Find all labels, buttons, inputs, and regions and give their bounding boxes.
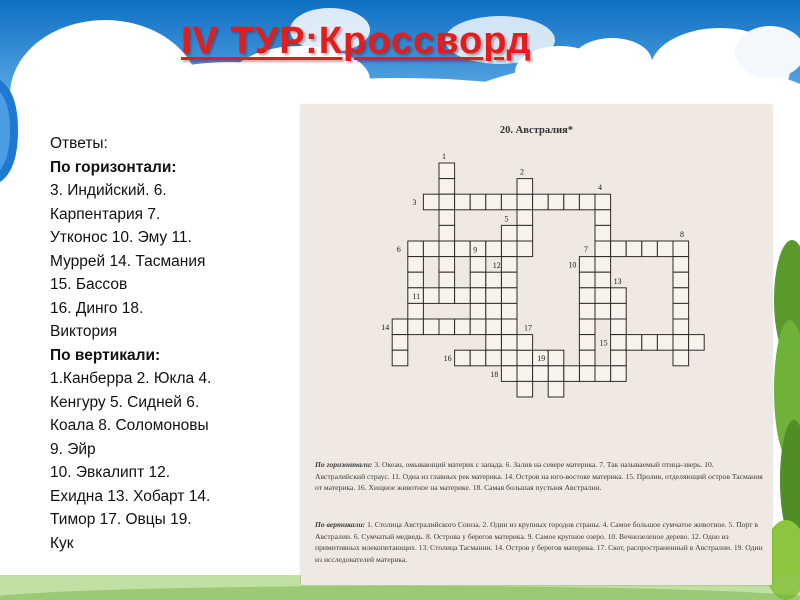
crossword-number: 7 (584, 245, 588, 254)
horizontal-clues (315, 459, 763, 494)
crossword-number: 10 (568, 260, 577, 270)
crossword-cell (642, 241, 658, 257)
crossword-cell (673, 288, 689, 304)
answer-line: 15. Бассов (50, 276, 128, 293)
crossword-cell (517, 225, 533, 241)
crossword-number: 9 (473, 245, 478, 255)
crossword-cell (470, 288, 486, 304)
crossword-cell (486, 335, 502, 351)
crossword-cell (517, 210, 533, 226)
crossword-grid (301, 105, 772, 585)
crossword-cell (673, 319, 689, 335)
crossword-cell (439, 210, 455, 226)
crossword-cell (455, 319, 471, 335)
slide-title: IV ТУР:Кроссворд (181, 20, 532, 62)
crossword-cell (392, 335, 408, 351)
crossword-cell (611, 350, 627, 366)
crossword-cell (486, 194, 502, 210)
crossword-cell (595, 366, 611, 382)
crossword-cell (689, 335, 705, 351)
answer-line: Утконос 10. Эму 11. (50, 229, 192, 246)
answer-line: 9. Эйр (50, 440, 96, 458)
crossword-cell (439, 225, 455, 241)
crossword-cell (595, 225, 611, 241)
crossword-cell (439, 319, 455, 335)
crossword-cell (548, 194, 564, 210)
answers-panel (50, 132, 285, 555)
crossword-cell (611, 335, 627, 351)
crossword-number: 4 (598, 183, 602, 193)
crossword-cell (439, 288, 455, 304)
crossword-cell (595, 241, 611, 257)
crossword-cell (501, 225, 517, 241)
crossword-number: 6 (396, 245, 401, 254)
answer-line: Ехидна 13. Хобарт 14. (50, 487, 211, 505)
crossword-number: 15 (599, 338, 608, 348)
crossword-cell (517, 381, 533, 397)
crossword-cell (611, 366, 627, 382)
horizontal-clues-text: 3. Океан, омывающий материк с запада. 6. Залив на севере материка. 7. Так называемый птица-зверь. 10. Австралийский страус. 11. Одна из главных рек материка. 14. Остров на юго-востоке материка. 15. Пролив, отделяющий остров Тасмания от материка. 16. Хищное животное на материке. 18. Самая большая пустыня Австралии. (315, 460, 763, 493)
crossword-cell (564, 194, 580, 210)
crossword-cell (579, 319, 595, 335)
crossword-number: 17 (524, 323, 532, 333)
crossword-cell (657, 241, 673, 257)
crossword-cell (439, 163, 455, 179)
crossword-cell (657, 335, 673, 351)
answer-line: Виктория (50, 323, 118, 340)
crossword-cell (501, 335, 517, 351)
crossword-cell (423, 194, 439, 210)
crossword-cell (455, 350, 471, 366)
crossword-cell (455, 194, 471, 210)
crossword-cell (548, 381, 564, 397)
crossword-cell (517, 241, 533, 257)
crossword-cell (501, 350, 517, 366)
crossword-cell (611, 288, 627, 304)
crossword-number: 18 (490, 369, 499, 379)
crossword-cell (486, 241, 502, 257)
crossword-cell (626, 335, 642, 351)
crossword-number: 5 (504, 214, 509, 224)
crossword-cell (439, 241, 455, 257)
crossword-cell (423, 288, 439, 304)
crossword-cell (579, 272, 595, 288)
answer-line: Тимор 17. Овцы 19. (50, 511, 192, 528)
crossword-cell (408, 241, 424, 257)
vertical-clues-label: По вертикали: (315, 520, 366, 529)
crossword-cell (579, 303, 595, 319)
crossword-cell (642, 335, 658, 351)
crossword-cell (392, 350, 408, 366)
crossword-number: 13 (613, 276, 622, 286)
crossword-cell (579, 350, 595, 366)
crossword-number: 11 (412, 291, 421, 301)
crossword-cell (501, 272, 517, 288)
crossword-cell (501, 303, 517, 319)
crossword-cell (470, 350, 486, 366)
crossword-cell (595, 194, 611, 210)
answer-line: 1.Канберра 2. Юкла 4. (50, 370, 212, 387)
crossword-number: 14 (381, 323, 390, 332)
vertical-heading: По вертикали: (50, 346, 161, 364)
crossword-cell (486, 272, 502, 288)
crossword-title: 20. Австралия* (499, 125, 574, 136)
crossword-scan (301, 105, 772, 585)
crossword-number: 19 (537, 354, 546, 364)
crossword-cell (455, 288, 471, 304)
crossword-cell (579, 257, 595, 273)
crossword-cell (392, 319, 408, 335)
horizontal-heading: По горизонтали: (50, 158, 177, 176)
answer-line: Кук (50, 534, 74, 552)
crossword-cell (579, 335, 595, 351)
crossword-cell (408, 272, 424, 288)
crossword-cell (579, 288, 595, 304)
crossword-cell (673, 257, 689, 273)
crossword-cell (486, 303, 502, 319)
crossword-cell (595, 272, 611, 288)
crossword-cell (408, 319, 424, 335)
crossword-cell (470, 194, 486, 210)
crossword-cell (611, 319, 627, 335)
crossword-number: 12 (492, 261, 501, 271)
crossword-cell (439, 194, 455, 210)
crossword-cell (579, 366, 595, 382)
crossword-cell (423, 241, 439, 257)
crossword-cell (611, 241, 627, 257)
crossword-cell (455, 241, 471, 257)
horizontal-clues-label: По горизонтали: (315, 460, 373, 469)
crossword-cell (673, 335, 689, 351)
crossword-cell (486, 319, 502, 335)
crossword-number: 2 (520, 167, 524, 177)
answer-line: 3. Индийский. 6. (50, 182, 167, 199)
crossword-cell (595, 210, 611, 226)
crossword-cell (533, 366, 549, 382)
crossword-cell (517, 350, 533, 366)
crossword-cell (408, 257, 424, 273)
crossword-cell (673, 350, 689, 366)
answer-line: Карпентария 7. (50, 205, 161, 223)
crossword-cell (470, 303, 486, 319)
crossword-cell (501, 366, 517, 382)
crossword-cell (517, 194, 533, 210)
crossword-cell (673, 272, 689, 288)
answer-line: Кенгуру 5. Сидней 6. (50, 393, 200, 411)
crossword-cell (486, 288, 502, 304)
crossword-cell (501, 257, 517, 273)
crossword-cell (611, 303, 627, 319)
crossword-cell (408, 303, 424, 319)
answer-line: Коала 8. Соломоновы (50, 417, 209, 434)
crossword-cell (439, 257, 455, 273)
crossword-cell (470, 257, 486, 273)
crossword-number: 1 (442, 152, 446, 161)
crossword-cell (470, 272, 486, 288)
crossword-cell (501, 319, 517, 335)
crossword-cell (501, 288, 517, 304)
crossword-number: 3 (412, 198, 417, 208)
crossword-cell (579, 194, 595, 210)
vertical-clues (315, 519, 763, 566)
answers-heading: Ответы: (50, 135, 108, 152)
crossword-cell (673, 303, 689, 319)
crossword-cell (517, 335, 533, 351)
answer-line: Муррей 14. Тасмания (50, 252, 206, 270)
crossword-cell (439, 179, 455, 195)
crossword-cell (595, 288, 611, 304)
crossword-cell (673, 241, 689, 257)
crossword-cell (548, 350, 564, 366)
vertical-clues-text: 1. Столица Австралийского Союза. 2. Один из крупных городов страны. 4. Самое большое сумчатое животное. 5. Порт в Австралии. 6. Сумчатый медведь. 8. Острова у берегов материка. 9. Самое крупное озеро. 10. Вечнозеленое дерево. 12. Одно из примитивных млекопитающих. 13. Столица Тасмании. 14. Остров у берегов материка. 17. Скот, распространенный в Австралии. 19. Один из исследователей материка. (315, 520, 763, 565)
crossword-cell (517, 179, 533, 195)
crossword-cell (564, 366, 580, 382)
answer-line: 16. Динго 18. (50, 299, 144, 317)
crossword-cell (533, 194, 549, 210)
crossword-number: 8 (680, 230, 684, 239)
crossword-cell (423, 319, 439, 335)
crossword-cell (486, 350, 502, 366)
crossword-cell (501, 194, 517, 210)
crossword-cell (439, 272, 455, 288)
crossword-cell (501, 241, 517, 257)
crossword-cell (595, 303, 611, 319)
answer-line: 10. Эвкалипт 12. (50, 464, 171, 481)
crossword-cell (470, 319, 486, 335)
crossword-cell (595, 257, 611, 273)
crossword-cell (517, 366, 533, 382)
crossword-number: 16 (443, 354, 452, 364)
crossword-cell (626, 241, 642, 257)
crossword-cell (548, 366, 564, 382)
